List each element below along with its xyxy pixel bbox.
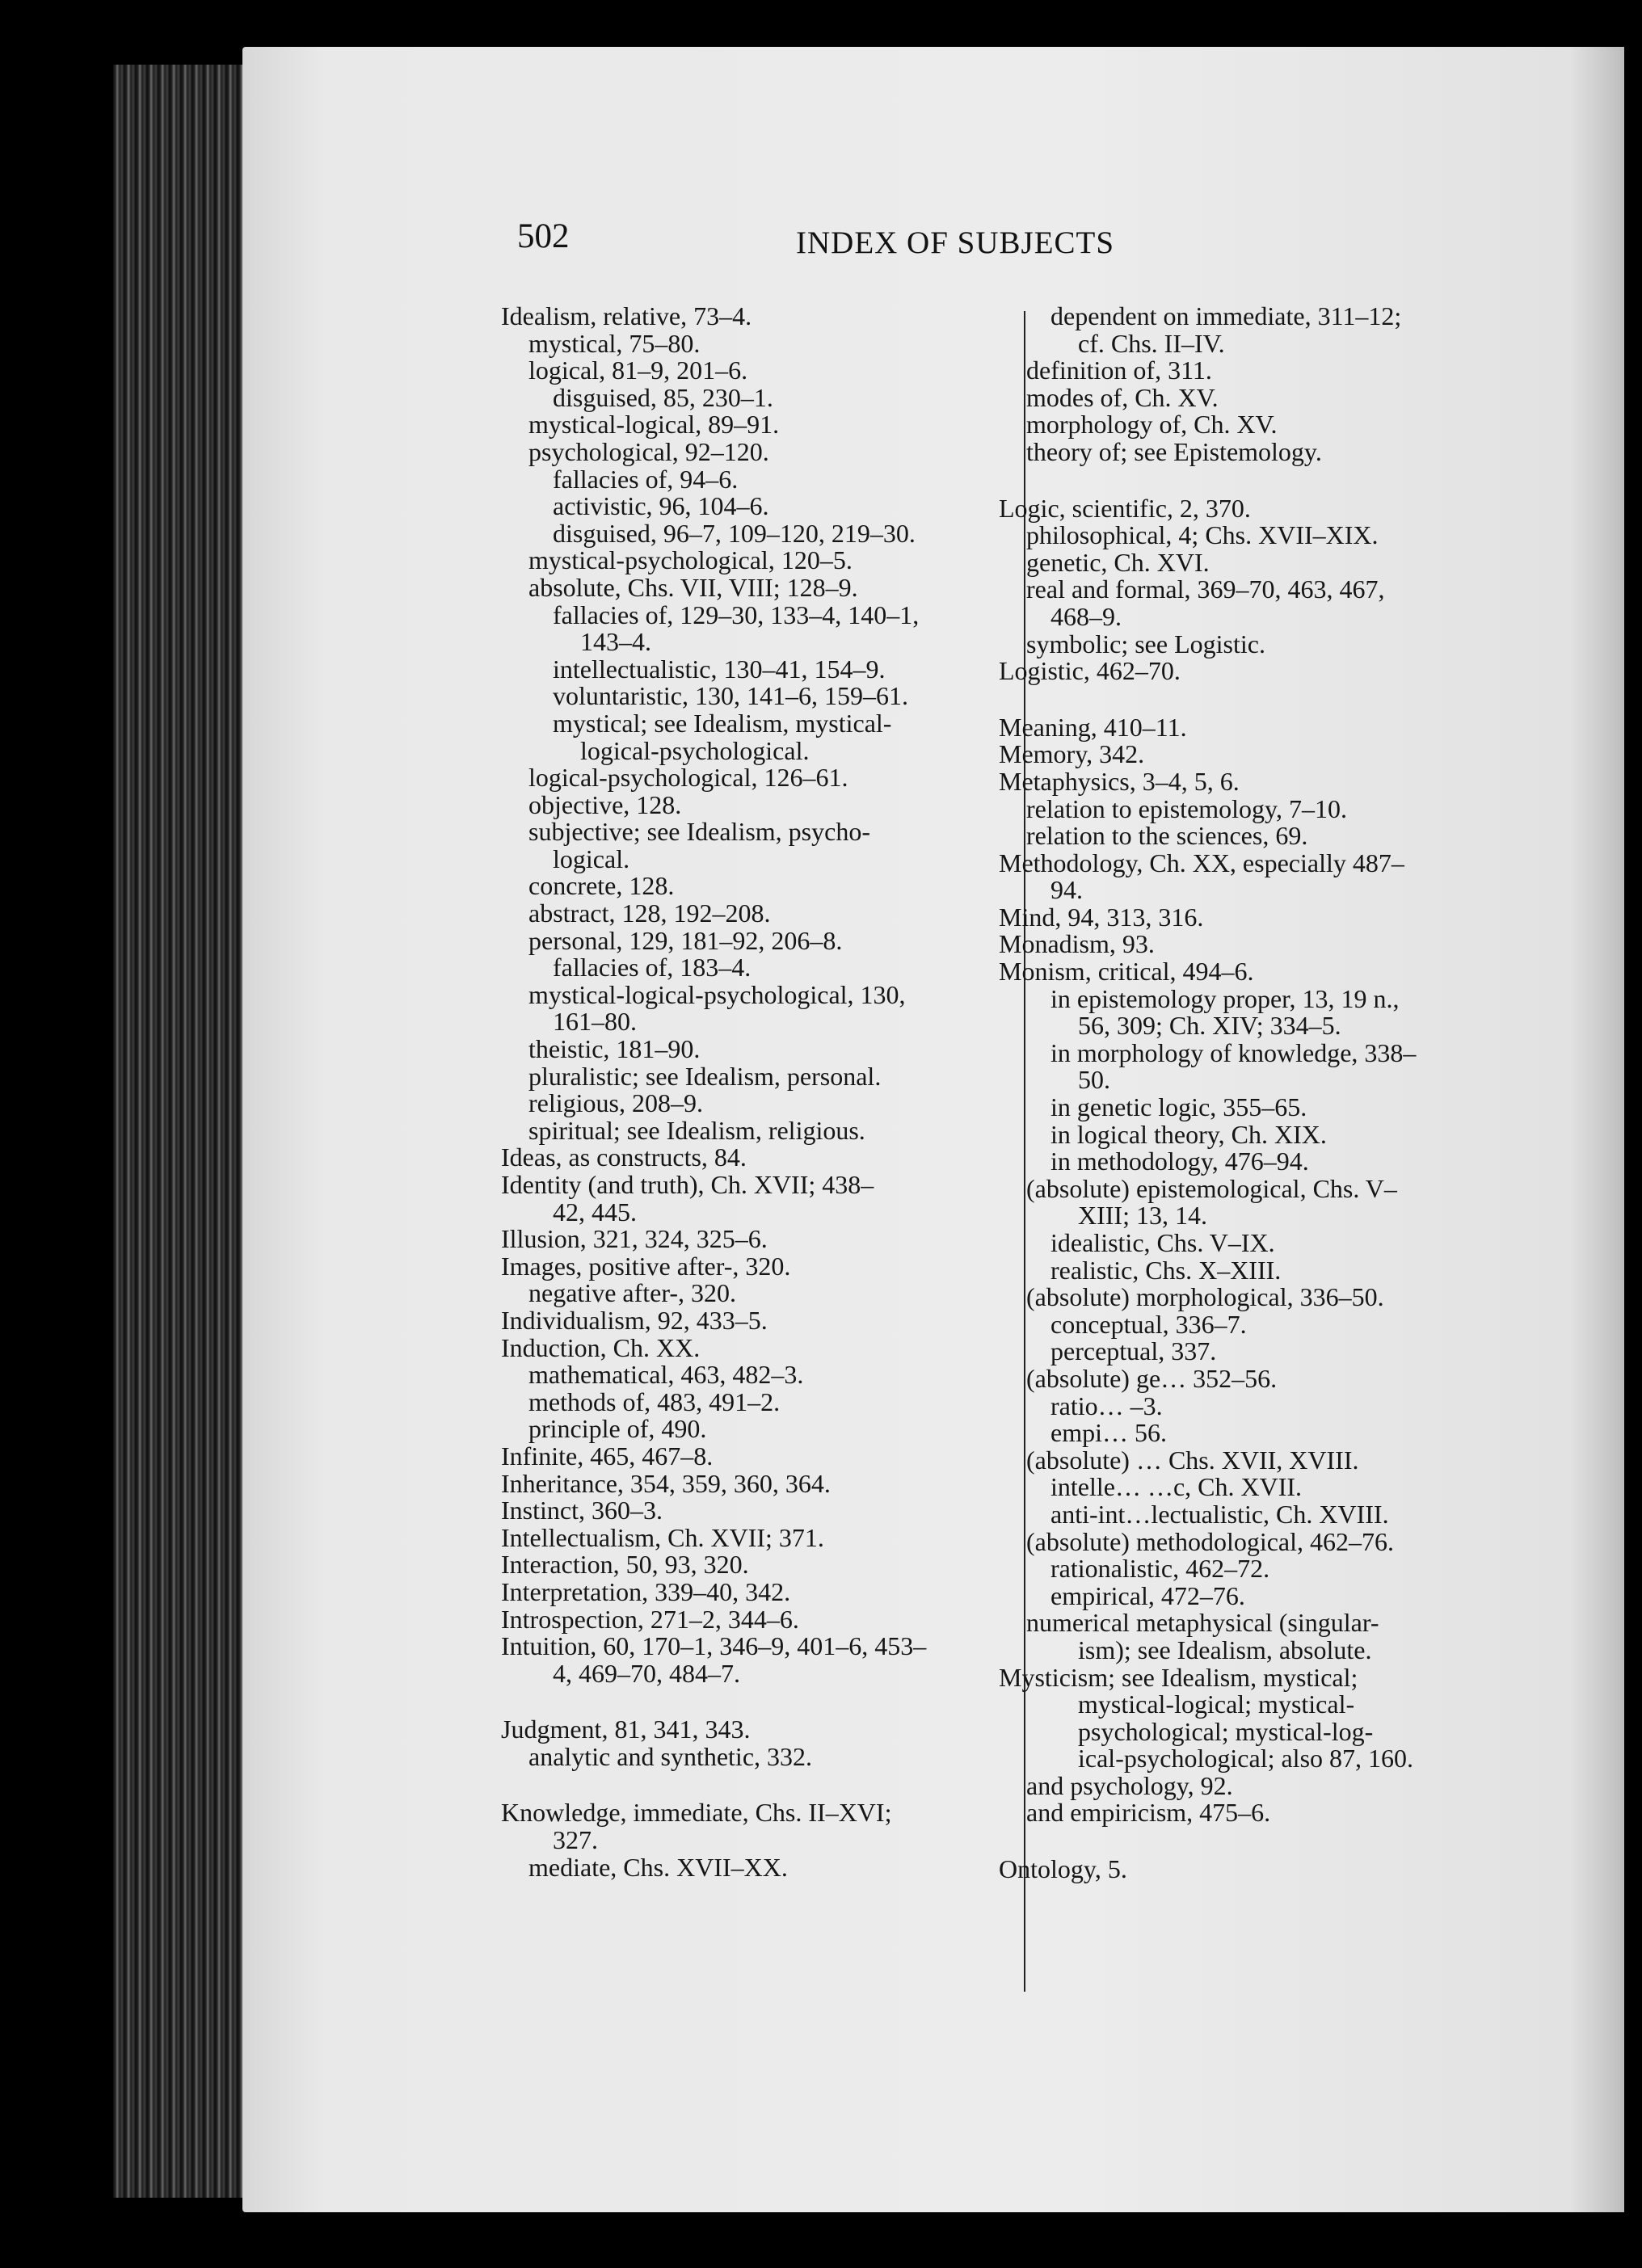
index-subentry: ical-psychological; also 87, 160. [1078,1744,1414,1774]
index-entry: Induction, Ch. XX. [501,1332,701,1362]
index-entry: Monism, critical, 494–6. [999,957,1254,987]
index-subentry: 42, 445. [553,1197,637,1227]
index-entry: Infinite, 465, 467–8. [501,1441,714,1471]
index-subentry: 50. [1078,1065,1110,1095]
index-subentry: ratio… –3. [1050,1391,1163,1420]
index-subentry: religious, 208–9. [528,1088,703,1118]
index-subentry: fallacies of, 94–6. [553,464,739,494]
index-subentry: relation to the sciences, 69. [1026,821,1308,851]
index-subentry: mystical-logical, 89–91. [528,410,780,440]
index-subentry: abstract, 128, 192–208. [528,898,771,928]
index-subentry: real and formal, 369–70, 463, 467, [1026,574,1385,604]
index-subentry: and empiricism, 475–6. [1026,1798,1271,1828]
index-subentry: 56, 309; Ch. XIV; 334–5. [1078,1011,1341,1041]
index-subentry: mathematical, 463, 482–3. [528,1360,804,1390]
index-subentry: mystical-logical-psychological, 130, [528,979,906,1009]
index-subentry: 4, 469–70, 484–7. [553,1658,740,1688]
section-gap [999,466,1524,495]
index-column-left [501,303,1010,1881]
index-subentry: genetic, Ch. XVI. [1026,547,1210,577]
index-subentry: empi… 56. [1050,1418,1167,1448]
index-subentry: conceptual, 336–7. [1050,1309,1247,1339]
index-subentry: (absolute) epistemological, Chs. V– [1026,1173,1397,1203]
index-subentry: definition of, 311. [1026,356,1212,385]
index-subentry: mystical; see Idealism, mystical- [553,708,892,738]
running-title: INDEX OF SUBJECTS [796,225,1115,260]
index-subentry: morphology of, Ch. XV. [1026,410,1278,440]
index-subentry: theory of; see Epistemology. [1026,436,1322,466]
index-entry: Intellectualism, Ch. XVII; 371. [501,1522,824,1552]
index-subentry: personal, 129, 181–92, 206–8. [528,925,843,955]
index-subentry: mediate, Chs. XVII–XX. [528,1852,788,1882]
index-subentry: fallacies of, 129–30, 133–4, 140–1, [553,600,920,629]
index-entry: Ideas, as constructs, 84. [501,1142,747,1172]
index-entry: Mysticism; see Idealism, mystical; [999,1662,1358,1692]
index-subentry: 94. [1050,875,1083,905]
index-subentry: absolute, Chs. VII, VIII; 128–9. [528,572,858,602]
index-entry: Identity (and truth), Ch. XVII; 438– [501,1170,874,1199]
index-entry: Logic, scientific, 2, 370. [999,493,1251,523]
index-subentry: mystical-psychological, 120–5. [528,545,853,575]
index-subentry: subjective; see Idealism, psycho- [528,817,870,847]
index-subentry: cf. Chs. II–IV. [1078,328,1225,358]
index-subentry: principle of, 490. [528,1414,707,1444]
index-subentry: symbolic; see Logistic. [1026,629,1265,659]
section-gap [999,1827,1524,1856]
index-entry: Monadism, 93. [999,929,1155,959]
index-entry: Individualism, 92, 433–5. [501,1305,768,1335]
index-entry: Inheritance, 354, 359, 360, 364. [501,1468,831,1498]
index-subentry: idealistic, Chs. V–IX. [1050,1228,1275,1257]
page-header [517,217,1487,265]
index-subentry: disguised, 96–7, 109–120, 219–30. [553,518,916,548]
index-subentry: realistic, Chs. X–XIII. [1050,1255,1282,1285]
index-subentry: logical-psychological, 126–61. [528,763,848,793]
index-entry: Images, positive after-, 320. [501,1251,791,1281]
index-subentry: in epistemology proper, 13, 19 n., [1050,983,1400,1013]
index-subentry: psychological; mystical-log- [1078,1716,1374,1746]
index-subentry: XIII; 13, 14. [1078,1201,1207,1231]
index-subentry: anti-int…lectualistic, Ch. XVIII. [1050,1499,1389,1529]
index-subentry: empirical, 472–76. [1050,1580,1245,1610]
index-column-right [999,303,1524,1883]
index-subentry: (absolute) … Chs. XVII, XVIII. [1026,1445,1359,1475]
index-subentry: fallacies of, 183–4. [553,953,752,983]
index-entry: Idealism, relative, 73–4. [501,301,752,330]
index-subentry: intellectualistic, 130–41, 154–9. [553,654,886,684]
page-number: 502 [517,217,570,255]
index-subentry: modes of, Ch. XV. [1026,382,1219,412]
index-subentry: logical, 81–9, 201–6. [528,356,748,385]
section-gap [999,685,1524,714]
index-subentry: (absolute) morphological, 336–50. [1026,1282,1384,1312]
index-entry: Introspection, 271–2, 344–6. [501,1604,799,1634]
index-subentry: (absolute) ge… 352–56. [1026,1363,1278,1393]
index-subentry: 327. [553,1825,598,1855]
index-subentry: ism); see Idealism, absolute. [1078,1635,1372,1664]
index-subentry: negative after-, 320. [528,1278,737,1308]
index-entry: Meaning, 410–11. [999,712,1187,742]
index-subentry: disguised, 85, 230–1. [553,382,773,412]
index-entry: Metaphysics, 3–4, 5, 6. [999,766,1240,796]
index-subentry: perceptual, 337. [1050,1336,1217,1366]
index-subentry: (absolute) methodological, 462–76. [1026,1526,1395,1556]
index-subentry: methods of, 483, 491–2. [528,1386,781,1416]
section-gap [501,1770,1010,1799]
index-subentry: in morphology of knowledge, 338– [1050,1037,1417,1067]
index-entry: Knowledge, immediate, Chs. II–XVI; [501,1798,892,1828]
index-subentry: rationalistic, 462–72. [1050,1554,1270,1584]
index-entry: Memory, 342. [999,739,1145,769]
index-entry: Ontology, 5. [999,1854,1127,1884]
index-subentry: relation to epistemology, 7–10. [1026,793,1347,823]
index-subentry: philosophical, 4; Chs. XVII–XIX. [1026,520,1379,550]
index-entry: Illusion, 321, 324, 325–6. [501,1224,768,1254]
index-subentry: 143–4. [580,627,651,657]
index-subentry: logical. [553,844,630,873]
index-entry: Instinct, 360–3. [501,1496,663,1525]
index-subentry: voluntaristic, 130, 141–6, 159–61. [553,681,908,711]
section-gap [501,1687,1010,1716]
index-subentry: spiritual; see Idealism, religious. [528,1115,865,1145]
index-subentry: pluralistic; see Idealism, personal. [528,1061,882,1091]
index-subentry: 468–9. [1050,601,1122,631]
index-subentry: analytic and synthetic, 332. [528,1741,813,1771]
index-entry: Logistic, 462–70. [999,656,1181,686]
index-entry: Methodology, Ch. XX, especially 487– [999,848,1404,877]
index-subentry: mystical-logical; mystical- [1078,1689,1355,1719]
index-subentry: objective, 128. [528,789,682,819]
index-subentry: mystical, 75–80. [528,328,701,358]
index-subentry: numerical metaphysical (singular- [1026,1608,1379,1638]
index-subentry: psychological, 92–120. [528,436,769,466]
index-subentry: dependent on immediate, 311–12; [1050,301,1402,330]
index-entry: Mind, 94, 313, 316. [999,902,1204,932]
index-subentry: and psychology, 92. [1026,1770,1233,1800]
index-subentry: in methodology, 476–94. [1050,1147,1309,1176]
index-subentry: logical-psychological. [580,735,810,765]
index-subentry: intelle… …c, Ch. XVII. [1050,1472,1303,1502]
index-entry: Intuition, 60, 170–1, 346–9, 401–6, 453– [501,1631,927,1661]
index-subentry: in logical theory, Ch. XIX. [1050,1119,1327,1149]
index-entry: Interpretation, 339–40, 342. [501,1576,791,1606]
index-subentry: theistic, 181–90. [528,1034,701,1064]
index-subentry: activistic, 96, 104–6. [553,491,769,521]
index-subentry: 161–80. [553,1007,637,1037]
index-entry: Judgment, 81, 341, 343. [501,1715,751,1744]
index-subentry: concrete, 128. [528,871,675,901]
index-entry: Interaction, 50, 93, 320. [501,1550,749,1580]
index-subentry: in genetic logic, 355–65. [1050,1092,1307,1122]
